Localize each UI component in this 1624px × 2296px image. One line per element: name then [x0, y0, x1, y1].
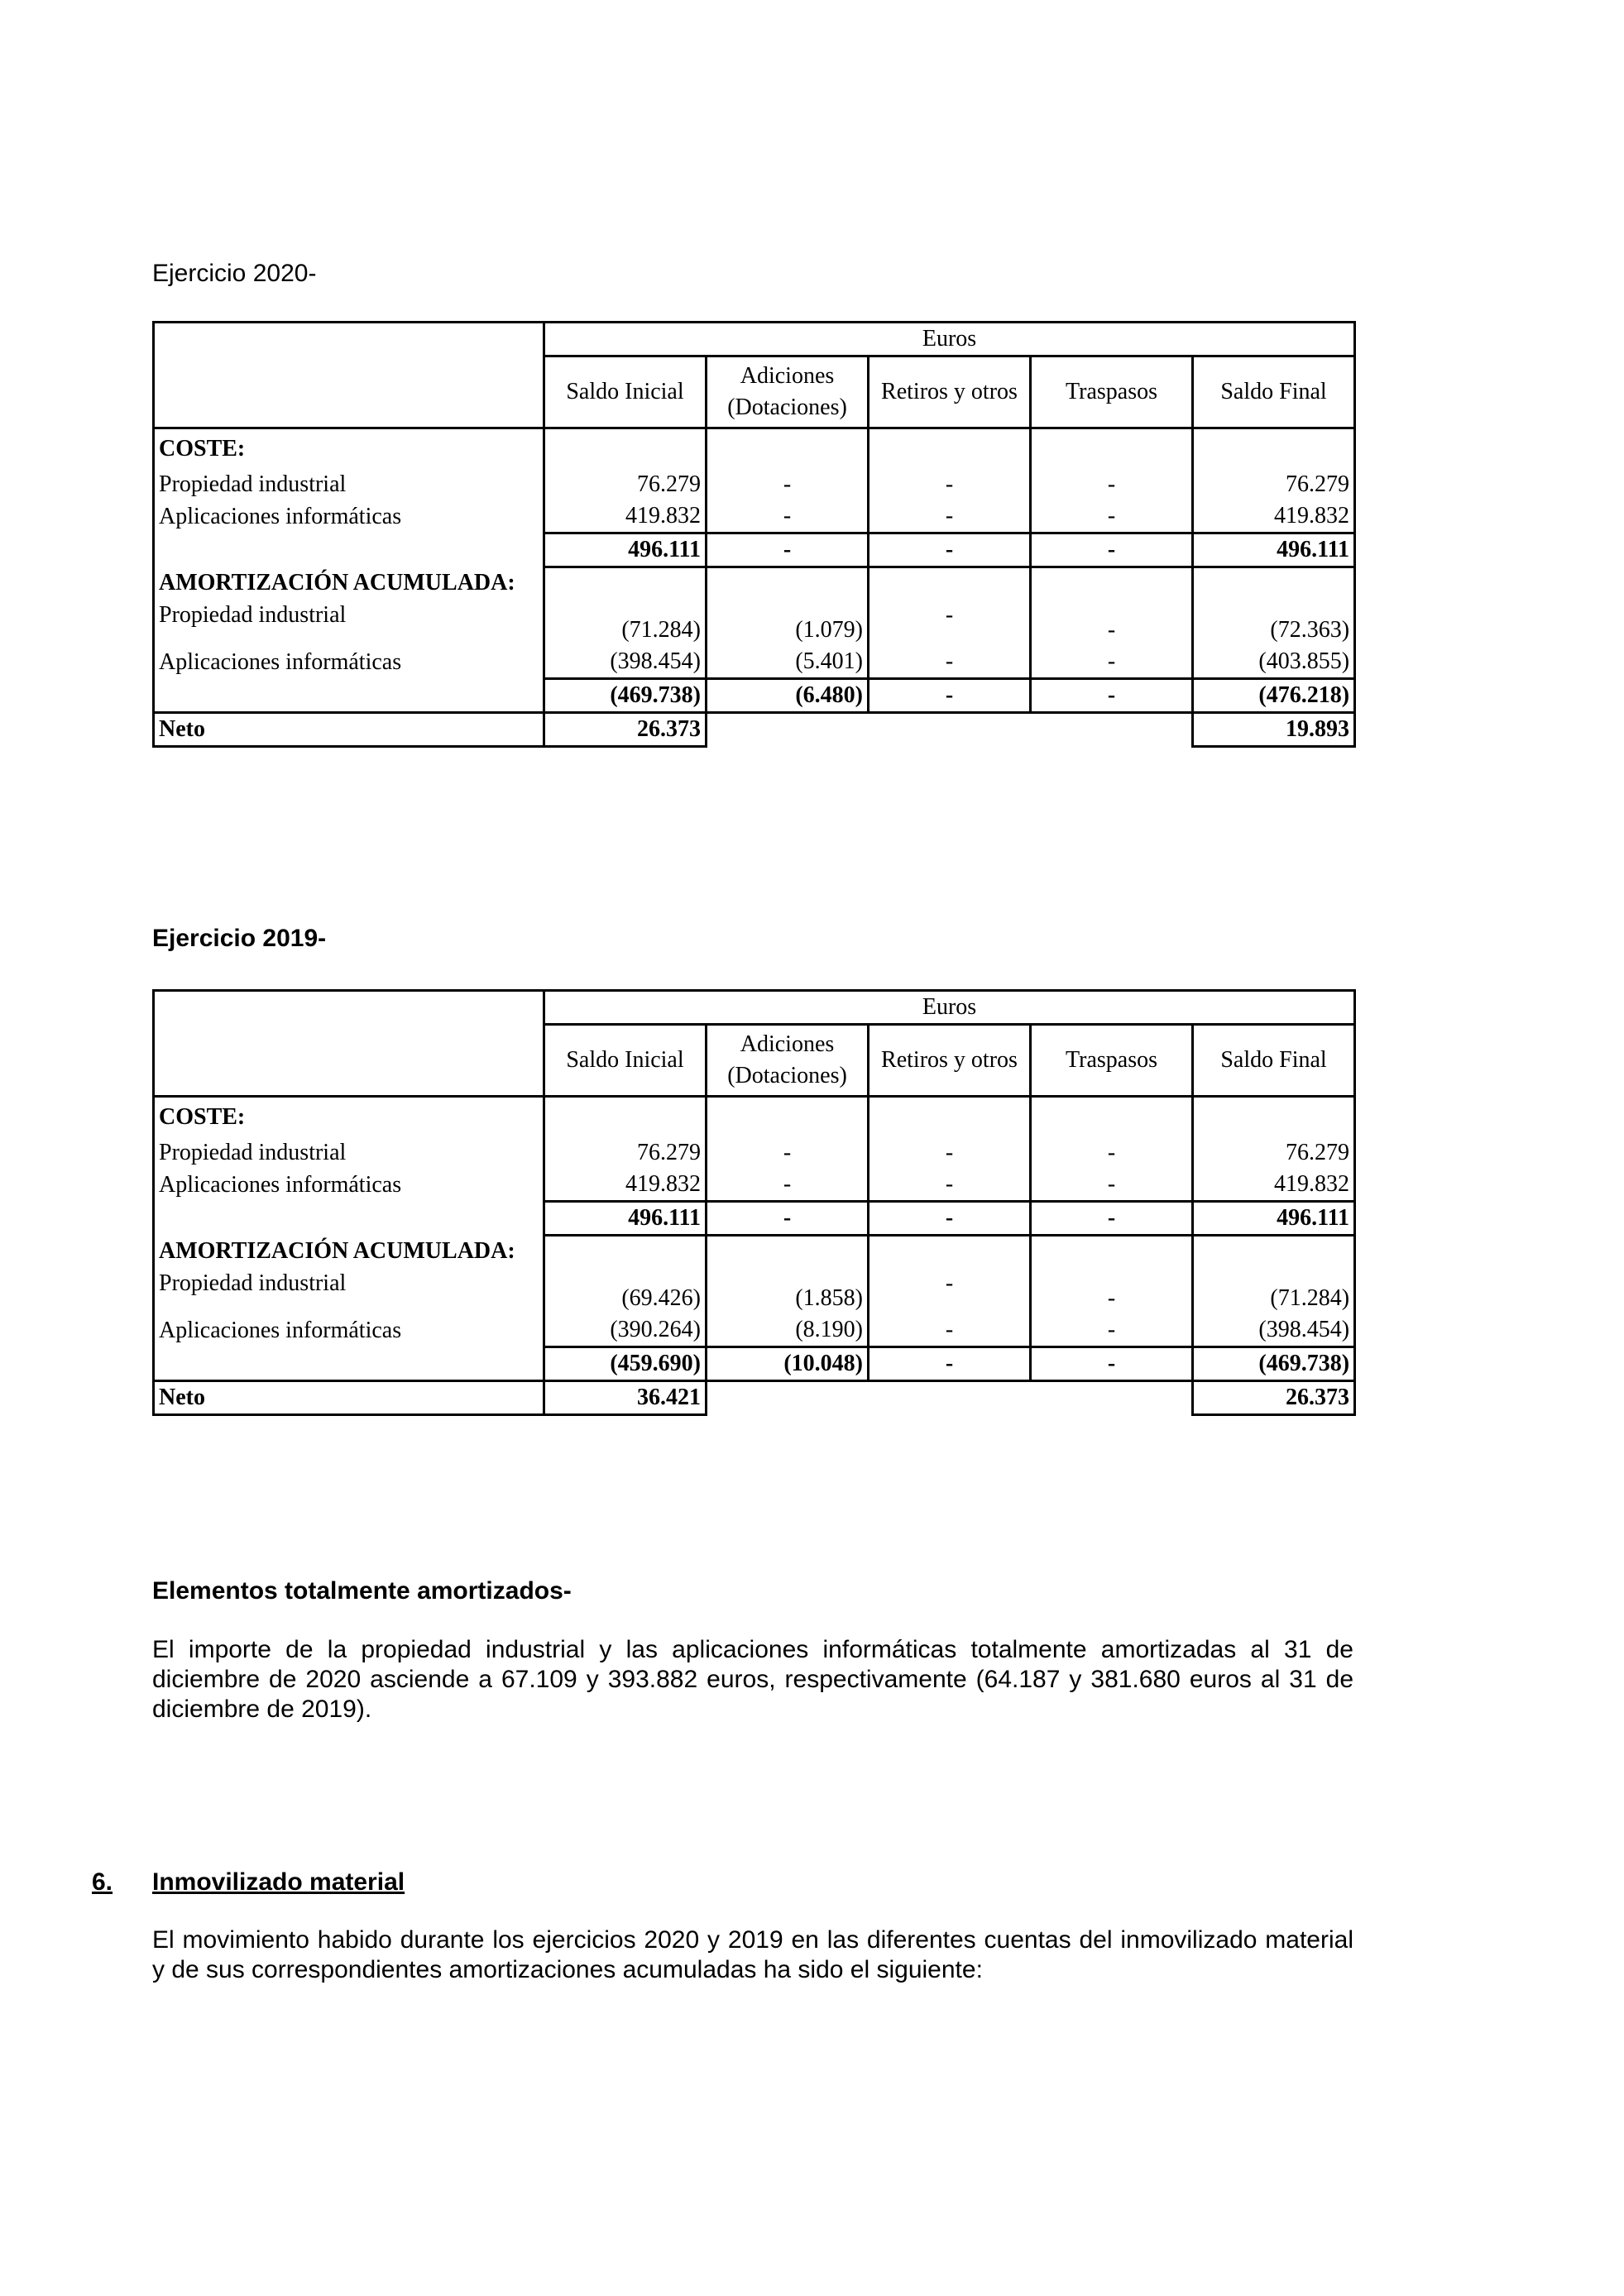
cell-saldo-final: 419.832 [1193, 500, 1355, 533]
heading-ejercicio-2019: Ejercicio 2019- [152, 925, 327, 952]
cell-saldo-inicial: 36.421 [544, 1381, 707, 1415]
table-row [154, 1314, 1355, 1347]
cell-saldo-final: 19.893 [1193, 713, 1355, 747]
cell-saldo-inicial: (398.454) [544, 646, 707, 679]
cell-retiros: - [869, 469, 1031, 500]
cell-adiciones: - [707, 1202, 869, 1236]
cell-saldo-final: 76.279 [1193, 469, 1355, 500]
cell-adiciones: (5.401) [707, 646, 869, 679]
amortizacion-total-row [154, 679, 1355, 713]
col-adiciones-line1: Adiciones [740, 363, 835, 389]
cell-adiciones: (10.048) [707, 1347, 869, 1381]
row-label: Aplicaciones informáticas [154, 646, 544, 679]
cell-retiros: - [869, 1169, 1031, 1202]
cell-saldo-inicial: (459.690) [544, 1347, 707, 1381]
cell-saldo-final: (469.738) [1193, 1347, 1355, 1381]
section-title-text: Inmovilizado material [152, 1868, 405, 1896]
cell-traspasos: - [1031, 1137, 1193, 1169]
col-traspasos: Traspasos [1031, 356, 1193, 428]
cell-saldo-final: 76.279 [1193, 1137, 1355, 1169]
coste-label: COSTE: [154, 1097, 544, 1138]
cell-saldo-inicial: 76.279 [544, 1137, 707, 1169]
cell-traspasos: - [1031, 500, 1193, 533]
cell-retiros: - [869, 1268, 1031, 1314]
cell-saldo-final: 496.111 [1193, 1202, 1355, 1236]
coste-total-row [154, 1202, 1355, 1236]
cell-adiciones: - [707, 533, 869, 567]
row-label: Aplicaciones informáticas [154, 500, 544, 533]
cell-saldo-inicial: 419.832 [544, 1169, 707, 1202]
cell-saldo-inicial: 76.279 [544, 469, 707, 500]
table-row [154, 600, 1355, 646]
neto-label: Neto [154, 1381, 544, 1415]
cell-adiciones: (8.190) [707, 1314, 869, 1347]
cell-saldo-inicial: 496.111 [544, 533, 707, 567]
neto-label: Neto [154, 713, 544, 747]
col-adiciones-line1: Adiciones [740, 1031, 835, 1057]
currency-header: Euros [544, 323, 1355, 356]
row-label: Propiedad industrial [154, 1268, 544, 1314]
cell-saldo-final: 496.111 [1193, 533, 1355, 567]
cell-traspasos: - [1031, 1347, 1193, 1381]
cell-retiros: - [869, 1202, 1031, 1236]
col-retiros: Retiros y otros [869, 1025, 1031, 1097]
cell-traspasos: - [1031, 679, 1193, 713]
cell-retiros: - [869, 600, 1031, 646]
cell-saldo-inicial: (69.426) [544, 1268, 707, 1314]
currency-header: Euros [544, 991, 1355, 1025]
table-row [154, 469, 1355, 500]
cell-saldo-inicial: 26.373 [544, 713, 707, 747]
neto-row [154, 1381, 1355, 1415]
cell-retiros: - [869, 1347, 1031, 1381]
cell-traspasos: - [1031, 469, 1193, 500]
cell-saldo-final: 419.832 [1193, 1169, 1355, 1202]
col-adiciones-line2: (Dotaciones) [727, 1063, 847, 1088]
table-ejercicio-2019 [152, 989, 1356, 1416]
cell-saldo-inicial: (390.264) [544, 1314, 707, 1347]
neto-row [154, 713, 1355, 747]
cell-retiros: - [869, 646, 1031, 679]
cell-adiciones: (6.480) [707, 679, 869, 713]
header-blank [154, 356, 544, 428]
cell-retiros: - [869, 1314, 1031, 1347]
table-row [154, 500, 1355, 533]
col-adiciones-line2: (Dotaciones) [727, 395, 847, 420]
cell-saldo-inicial: (71.284) [544, 600, 707, 646]
row-label: Propiedad industrial [154, 600, 544, 646]
cell-retiros: - [869, 500, 1031, 533]
col-saldo-inicial: Saldo Inicial [544, 356, 707, 428]
table-ejercicio-2020 [152, 321, 1356, 748]
row-label: Aplicaciones informáticas [154, 1169, 544, 1202]
table-row [154, 646, 1355, 679]
cell-traspasos: - [1031, 1169, 1193, 1202]
row-label: Aplicaciones informáticas [154, 1314, 544, 1347]
section-6-title [92, 1868, 405, 1897]
cell-traspasos: - [1031, 646, 1193, 679]
cell-adiciones: - [707, 1169, 869, 1202]
heading-ejercicio-2020: Ejercicio 2020- [152, 260, 317, 287]
header-blank [154, 991, 544, 1025]
cell-traspasos: - [1031, 1268, 1193, 1314]
col-saldo-final: Saldo Final [1193, 1025, 1355, 1097]
amortizacion-label: AMORTIZACIÓN ACUMULADA: [154, 1236, 544, 1269]
cell-traspasos: - [1031, 1314, 1193, 1347]
col-retiros: Retiros y otros [869, 356, 1031, 428]
cell-adiciones: - [707, 469, 869, 500]
col-traspasos: Traspasos [1031, 1025, 1193, 1097]
col-adiciones [707, 1025, 869, 1097]
cell-saldo-final: (398.454) [1193, 1314, 1355, 1347]
cell-saldo-final: (403.855) [1193, 646, 1355, 679]
cell-saldo-inicial: (469.738) [544, 679, 707, 713]
cell-traspasos: - [1031, 600, 1193, 646]
cell-retiros: - [869, 1137, 1031, 1169]
cell-saldo-inicial: 496.111 [544, 1202, 707, 1236]
table-row [154, 1268, 1355, 1314]
coste-label: COSTE: [154, 428, 544, 470]
header-blank [154, 323, 544, 356]
cell-traspasos: - [1031, 533, 1193, 567]
table-row [154, 1137, 1355, 1169]
col-saldo-final: Saldo Final [1193, 356, 1355, 428]
cell-traspasos: - [1031, 1202, 1193, 1236]
cell-adiciones: (1.858) [707, 1268, 869, 1314]
cell-saldo-final: (72.363) [1193, 600, 1355, 646]
amortizacion-label: AMORTIZACIÓN ACUMULADA: [154, 567, 544, 600]
cell-adiciones: - [707, 1137, 869, 1169]
table-row [154, 1169, 1355, 1202]
amortizacion-total-row [154, 1347, 1355, 1381]
col-saldo-inicial: Saldo Inicial [544, 1025, 707, 1097]
section-number: 6. [92, 1868, 113, 1896]
cell-saldo-final: 26.373 [1193, 1381, 1355, 1415]
cell-adiciones: (1.079) [707, 600, 869, 646]
cell-saldo-final: (476.218) [1193, 679, 1355, 713]
col-adiciones [707, 356, 869, 428]
cell-saldo-inicial: 419.832 [544, 500, 707, 533]
cell-saldo-final: (71.284) [1193, 1268, 1355, 1314]
paragraph-inmovilizado: El movimiento habido durante los ejercicios 2020 y 2019 en las diferentes cuentas del inmovilizado material y de sus correspondientes amortizaciones acumuladas ha sido el siguiente: [152, 1926, 1353, 1983]
paragraph-elementos-amortizados: El importe de la propiedad industrial y las aplicaciones informáticas totalmente amortizadas al 31 de diciembre de 2020 asciende a 67.109 y 393.882 euros, respectivamente (64.187 y 381.680 euros al 31 de diciembre de 2019). [152, 1636, 1353, 1723]
coste-total-row [154, 533, 1355, 567]
cell-adiciones: - [707, 500, 869, 533]
heading-elementos-amortizados: Elementos totalmente amortizados- [152, 1577, 572, 1605]
cell-retiros: - [869, 679, 1031, 713]
row-label: Propiedad industrial [154, 469, 544, 500]
cell-retiros: - [869, 533, 1031, 567]
header-blank [154, 1025, 544, 1097]
row-label: Propiedad industrial [154, 1137, 544, 1169]
